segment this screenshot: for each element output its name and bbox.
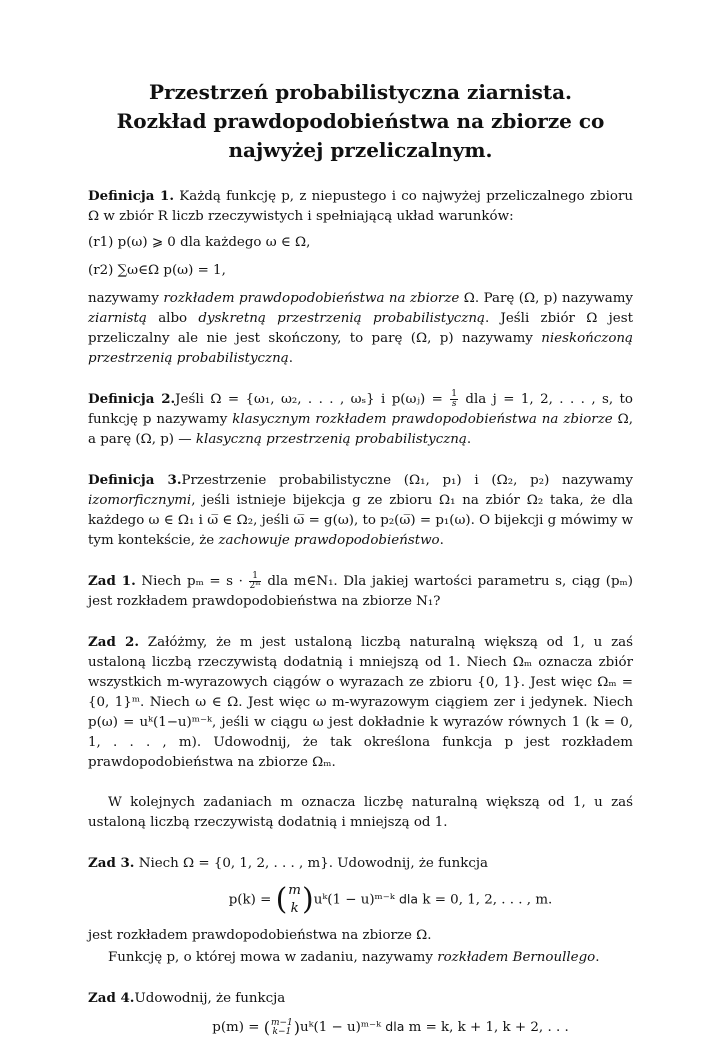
zad1-label: Zad 1. [88, 573, 136, 589]
numerator: 1 [249, 572, 260, 582]
denominator: s [451, 399, 457, 409]
eq-tail: m = k, k + 1, k + 2, . . . [408, 1020, 569, 1035]
def1-condition-r1: (r1) p(ω) ⩾ 0 dla każdego ω ∈ Ω, [88, 235, 311, 250]
text: . [288, 351, 293, 366]
text: Ω. Parę (Ω, p) nazywamy [459, 291, 633, 306]
term: klasyczną przestrzenią probabilistyczną [195, 432, 467, 447]
term: dyskretną przestrzenią probabilistyczną [198, 311, 485, 326]
term: rozkładem Bernoullego [437, 950, 596, 965]
title-line-3: najwyżej przeliczalnym. [228, 138, 493, 162]
term: izomorficznymi [88, 493, 192, 508]
eq-left: p(k) = [228, 892, 276, 908]
binom-top: m−1 [270, 1017, 293, 1028]
text: Przestrzenie probabilistyczne (Ω₁, p₁) i (Ω₂, p₂) nazywamy [181, 473, 633, 488]
text: . [595, 950, 600, 965]
text: . [439, 533, 444, 548]
text: albo [146, 311, 199, 326]
def1-condition-r2: (r2) ∑ω∈Ω p(ω) = 1, [88, 263, 226, 278]
binom-bottom: k [290, 901, 299, 916]
zad3-after: jest rozkładem prawdopodobieństwa na zbiorze Ω. [88, 928, 432, 943]
text: nazywamy [88, 291, 164, 306]
numerator: 1 [451, 389, 457, 399]
text: dla m∈N₁. Dla jakiej wartości parametru s, ciąg (pₘ) jest rozkładem prawdopodobieństwa na zbiorze N₁? [88, 574, 633, 609]
exercise-1 [88, 571, 633, 612]
text: Ω, a parę (Ω, p) — [88, 412, 633, 447]
def1-body [88, 289, 633, 369]
definition-1 [88, 186, 633, 369]
text: Załóżmy, że m jest ustaloną liczbą naturalną większą od 1, u zaś ustaloną liczbą rzeczywistą dodatnią i mniejszą od 1. Niech Ωₘ oznacza zbiór wszystkich m-wyrazowych ciągów o wyrazach ze zbioru {0, 1}. Jest więc Ωₘ = {0, 1}ᵐ. Niech ω ∈ Ω. Jest więc ω m-wyrazowym ciągiem zer i jedynek. Niech p(ω) = uᵏ(1−u)ᵐ⁻ᵏ, jeśli w ciągu ω jest dokładnie k wyrazów równych 1 (k = 0, 1, . . . , m). Udowodnij, że tak określona funkcja p jest rozkładem prawdopodobieństwa na zbiorze Ωₘ. [88, 635, 633, 770]
page-title [88, 78, 633, 165]
fraction [450, 390, 458, 409]
def1-label: Definicja 1. [88, 188, 174, 204]
def3-label: Definicja 3. [88, 472, 182, 488]
fraction [249, 572, 260, 591]
zad4-label: Zad 4. [88, 990, 135, 1006]
binomial: ( m k ) [275, 882, 314, 917]
text: . Jeśli zbiór Ω jest przeliczalny ale nie jest skończony, to parę (Ω, p) nazywamy [88, 311, 633, 346]
text: Niech Ω = {0, 1, 2, . . . , m}. Udowodnij, że funkcja [134, 856, 489, 871]
binomial: ( m−1 k−1 ) [263, 1017, 301, 1037]
text: dla j = 1, 2, . . . , s, to funkcję p nazywamy [88, 392, 633, 427]
text: Niech pₘ = s · [135, 574, 249, 589]
text: Jeśli Ω = {ω₁, ω₂, . . . , ωₛ} i p(ωⱼ) = [175, 392, 450, 407]
exercise-4 [88, 988, 633, 1038]
note-paragraph: W kolejnych zadaniach m oznacza liczbę naturalną większą od 1, u zaś ustaloną liczbą rzeczywistą dodatnią i mniejszą od 1. [88, 795, 633, 830]
text: Udowodnij, że funkcja [134, 991, 286, 1006]
zad3-bernoulli-note [88, 948, 633, 968]
bernoulli-equation [148, 882, 633, 918]
title-line-2: Rozkład prawdopodobieństwa na zbiorze co [116, 109, 605, 133]
def2-label: Definicja 2. [88, 391, 176, 407]
eq-left: p(m) = [212, 1020, 264, 1035]
term: ziarnistą [88, 311, 147, 326]
eq-tail: k = 0, 1, 2, . . . , m. [422, 892, 553, 908]
term: zachowuje prawdopodobieństwo [218, 533, 440, 548]
term: rozkładem prawdopodobieństwa na zbiorze [163, 291, 460, 306]
def1-intro: Każdą funkcję p, z niepustego i co najwyżej przeliczalnego zbioru Ω w zbiór R liczb rzeczywistych i spełniającą układ warunków: [88, 189, 633, 224]
text: Funkcję p, o której mowa w zadaniu, nazywamy [108, 950, 438, 965]
definition-2 [88, 389, 633, 450]
term: nieskończoną przestrzenią probabilistyczną [88, 331, 633, 366]
denominator: 2ᵐ [249, 581, 261, 591]
document-page [88, 78, 633, 1046]
zad3-label: Zad 3. [88, 855, 135, 871]
definition-3 [88, 470, 633, 551]
pascal-equation [148, 1017, 633, 1038]
exercise-2 [88, 632, 633, 773]
title-line-1: Przestrzeń probabilistyczna ziarnista. [149, 80, 572, 104]
exercise-3 [88, 853, 633, 968]
binom-top: m [288, 883, 301, 898]
eq-dla: dla [398, 891, 419, 907]
eq-dla: dla [385, 1019, 405, 1034]
binom-bottom: k−1 [272, 1026, 292, 1037]
eq-right: uᵏ(1 − u)ᵐ⁻ᵏ [300, 1020, 382, 1035]
text: . [466, 432, 472, 447]
zad2-label: Zad 2. [88, 634, 139, 650]
text: , jeśli istnieje bijekcja g ze zbioru Ω₁ na zbiór Ω₂ taka, że dla każdego ω ∈ Ω₁ i ω̅ ∈ Ω₂, jeśli ω̅ = g(ω), to p₂(ω̅) = p₁(ω). O bijekcji g mówimy w tym kontekście, że [88, 493, 633, 548]
term: klasycznym rozkładem prawdopodobieństwa na zbiorze [232, 412, 613, 427]
def1-conditions [88, 233, 633, 281]
eq-right: uᵏ(1 − u)ᵐ⁻ᵏ [313, 892, 395, 908]
